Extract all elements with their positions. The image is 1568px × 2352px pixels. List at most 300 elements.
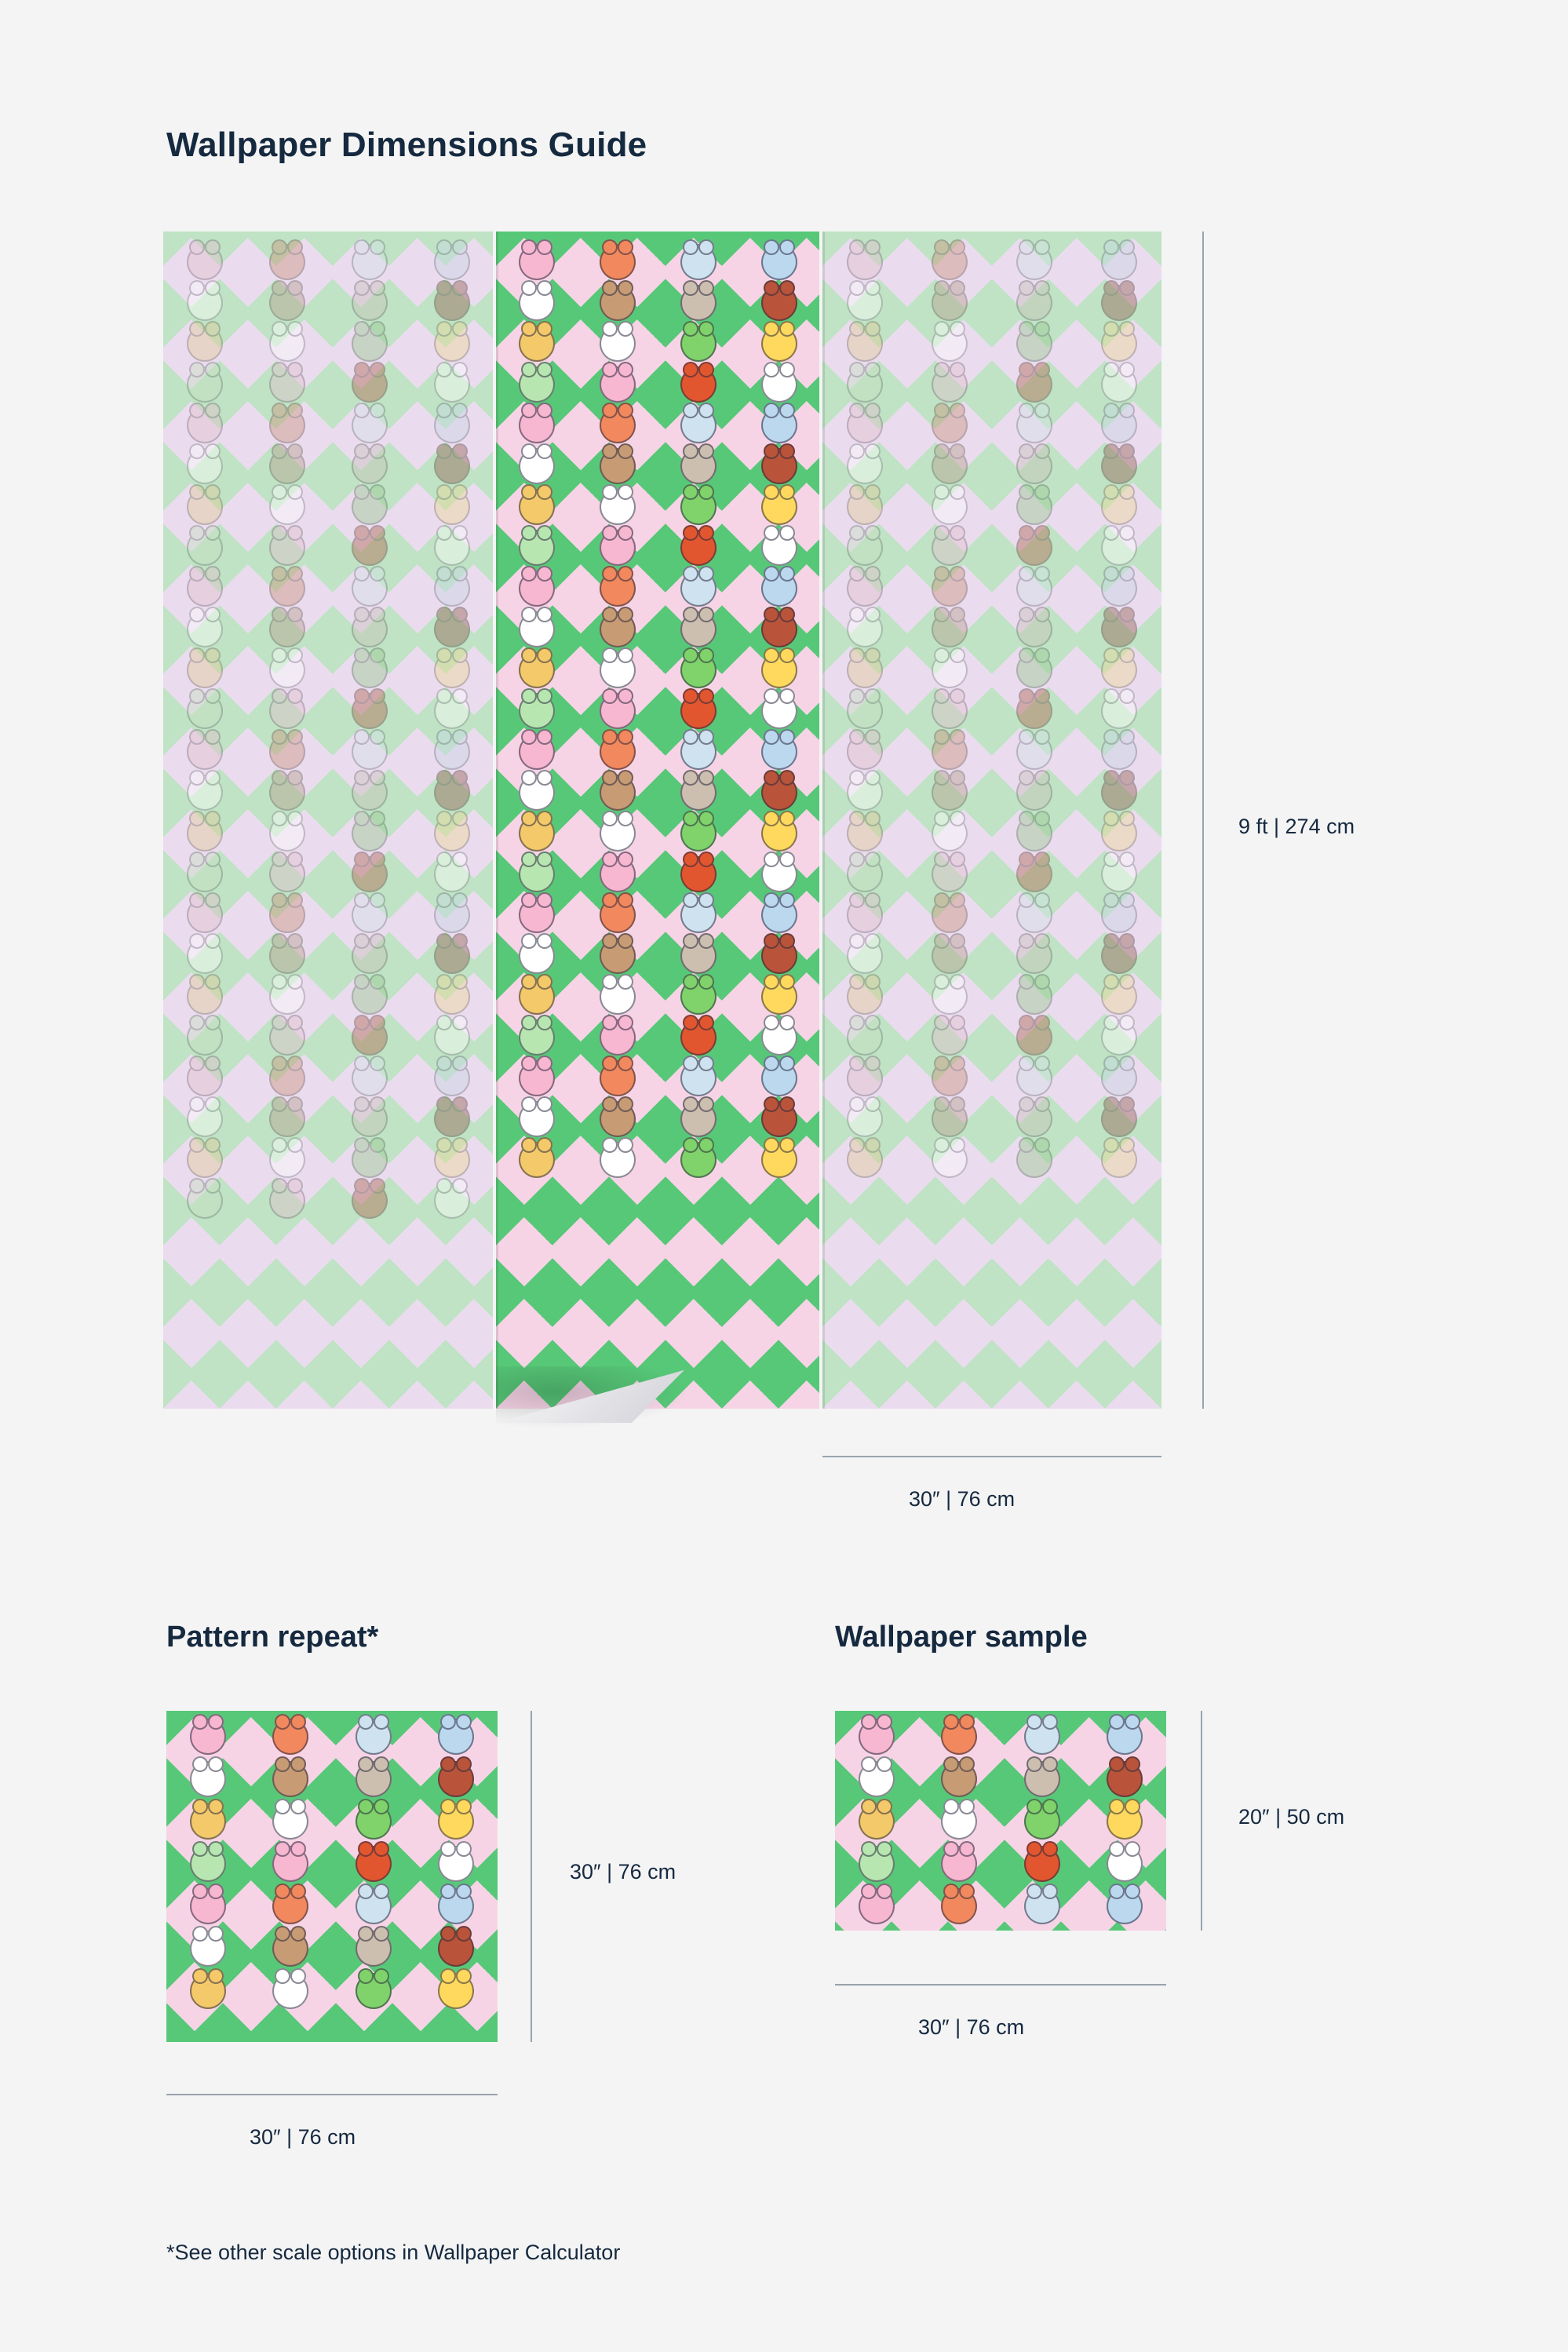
horse-face-icon bbox=[1101, 1101, 1137, 1137]
mint-frog-face-icon bbox=[847, 693, 883, 729]
cat-face-icon bbox=[1101, 897, 1137, 933]
panel-seam bbox=[496, 232, 498, 1409]
llama-face-icon bbox=[269, 693, 305, 729]
frog-face-icon bbox=[352, 652, 388, 688]
red-panda-face-icon bbox=[680, 1019, 717, 1056]
red-panda-face-icon bbox=[1024, 1846, 1060, 1882]
pig-face-icon bbox=[187, 734, 223, 770]
goat-face-icon bbox=[352, 611, 388, 647]
zebra-face-icon bbox=[600, 652, 636, 688]
pig-face-icon bbox=[859, 1719, 895, 1755]
panda-face-icon bbox=[847, 285, 883, 321]
lion-face-icon bbox=[187, 326, 223, 362]
pig-face-icon bbox=[190, 1888, 226, 1924]
monkey-face-icon bbox=[932, 775, 968, 811]
wallpaper-panel-left bbox=[163, 232, 493, 1409]
pig-face-icon bbox=[519, 407, 555, 443]
chick-face-icon bbox=[1101, 815, 1137, 851]
monkey-face-icon bbox=[272, 1931, 308, 1967]
animal-face-grid-repeat bbox=[166, 1711, 498, 2042]
panda-face-icon bbox=[847, 775, 883, 811]
panda-face-icon bbox=[519, 1101, 555, 1137]
red-panda-face-icon bbox=[352, 856, 388, 892]
mint-frog-face-icon bbox=[859, 1846, 895, 1882]
tiger-face-icon bbox=[269, 897, 305, 933]
unicorn-face-icon bbox=[434, 530, 470, 566]
unicorn-face-icon bbox=[434, 693, 470, 729]
zebra-face-icon bbox=[600, 326, 636, 362]
chick-face-icon bbox=[761, 1142, 797, 1178]
unicorn-face-icon bbox=[761, 1019, 797, 1056]
tiger-face-icon bbox=[600, 244, 636, 280]
frog-face-icon bbox=[680, 652, 717, 688]
zebra-face-icon bbox=[269, 979, 305, 1015]
llama-face-icon bbox=[269, 856, 305, 892]
horse-face-icon bbox=[434, 1101, 470, 1137]
penguin-face-icon bbox=[1024, 1719, 1060, 1755]
chick-face-icon bbox=[761, 326, 797, 362]
frog-face-icon bbox=[352, 489, 388, 525]
tiger-face-icon bbox=[600, 734, 636, 770]
unicorn-face-icon bbox=[1107, 1846, 1143, 1882]
wallpaper-sample-title: Wallpaper sample bbox=[835, 1621, 1088, 1654]
pig-face-icon bbox=[187, 407, 223, 443]
lion-face-icon bbox=[190, 1973, 226, 2009]
frog-face-icon bbox=[1016, 326, 1052, 362]
chick-face-icon bbox=[761, 489, 797, 525]
monkey-face-icon bbox=[932, 938, 968, 974]
panda-face-icon bbox=[519, 611, 555, 647]
zebra-face-icon bbox=[932, 489, 968, 525]
pig-face-icon bbox=[519, 1060, 555, 1096]
zebra-face-icon bbox=[272, 1803, 308, 1840]
llama-face-icon bbox=[941, 1846, 977, 1882]
llama-face-icon bbox=[269, 1183, 305, 1219]
panda-face-icon bbox=[187, 448, 223, 484]
monkey-face-icon bbox=[600, 448, 636, 484]
chick-face-icon bbox=[434, 979, 470, 1015]
penguin-face-icon bbox=[680, 407, 717, 443]
frog-face-icon bbox=[352, 815, 388, 851]
horse-face-icon bbox=[761, 775, 797, 811]
pattern-repeat-width-label: 30″ | 76 cm bbox=[250, 2125, 356, 2149]
cat-face-icon bbox=[761, 1060, 797, 1096]
pig-face-icon bbox=[847, 244, 883, 280]
lion-face-icon bbox=[519, 326, 555, 362]
penguin-face-icon bbox=[680, 244, 717, 280]
goat-face-icon bbox=[1016, 611, 1052, 647]
goat-face-icon bbox=[1016, 775, 1052, 811]
cat-face-icon bbox=[1107, 1719, 1143, 1755]
pig-face-icon bbox=[847, 571, 883, 607]
tiger-face-icon bbox=[932, 1060, 968, 1096]
pattern-repeat-width-rule bbox=[166, 2094, 498, 2095]
tiger-face-icon bbox=[932, 897, 968, 933]
mint-frog-face-icon bbox=[519, 530, 555, 566]
monkey-face-icon bbox=[269, 611, 305, 647]
goat-face-icon bbox=[680, 448, 717, 484]
cat-face-icon bbox=[1101, 571, 1137, 607]
pattern-repeat-title: Pattern repeat* bbox=[166, 1621, 379, 1654]
monkey-face-icon bbox=[600, 1101, 636, 1137]
unicorn-face-icon bbox=[1101, 366, 1137, 403]
tiger-face-icon bbox=[932, 407, 968, 443]
lion-face-icon bbox=[847, 979, 883, 1015]
panda-face-icon bbox=[847, 448, 883, 484]
panda-face-icon bbox=[187, 775, 223, 811]
tiger-face-icon bbox=[269, 1060, 305, 1096]
panda-face-icon bbox=[847, 1101, 883, 1137]
zebra-face-icon bbox=[932, 815, 968, 851]
chick-face-icon bbox=[438, 1973, 474, 2009]
monkey-face-icon bbox=[272, 1761, 308, 1797]
penguin-face-icon bbox=[352, 407, 388, 443]
penguin-face-icon bbox=[352, 1060, 388, 1096]
cat-face-icon bbox=[761, 244, 797, 280]
llama-face-icon bbox=[269, 530, 305, 566]
frog-face-icon bbox=[1016, 1142, 1052, 1178]
horse-face-icon bbox=[434, 611, 470, 647]
penguin-face-icon bbox=[680, 571, 717, 607]
cat-face-icon bbox=[434, 897, 470, 933]
panda-face-icon bbox=[847, 938, 883, 974]
horse-face-icon bbox=[1101, 285, 1137, 321]
red-panda-face-icon bbox=[352, 693, 388, 729]
tiger-face-icon bbox=[932, 571, 968, 607]
cat-face-icon bbox=[434, 407, 470, 443]
pig-face-icon bbox=[519, 571, 555, 607]
cat-face-icon bbox=[761, 734, 797, 770]
zebra-face-icon bbox=[932, 326, 968, 362]
zebra-face-icon bbox=[600, 979, 636, 1015]
lion-face-icon bbox=[187, 489, 223, 525]
zebra-face-icon bbox=[600, 815, 636, 851]
chick-face-icon bbox=[1101, 489, 1137, 525]
goat-face-icon bbox=[1024, 1761, 1060, 1797]
mint-frog-face-icon bbox=[187, 1183, 223, 1219]
frog-face-icon bbox=[680, 979, 717, 1015]
panda-face-icon bbox=[187, 611, 223, 647]
monkey-face-icon bbox=[932, 611, 968, 647]
llama-face-icon bbox=[932, 366, 968, 403]
horse-face-icon bbox=[434, 775, 470, 811]
tiger-face-icon bbox=[941, 1719, 977, 1755]
pig-face-icon bbox=[187, 244, 223, 280]
tiger-face-icon bbox=[600, 407, 636, 443]
unicorn-face-icon bbox=[434, 1183, 470, 1219]
horse-face-icon bbox=[434, 938, 470, 974]
goat-face-icon bbox=[356, 1761, 392, 1797]
pig-face-icon bbox=[187, 571, 223, 607]
penguin-face-icon bbox=[1016, 244, 1052, 280]
cat-face-icon bbox=[1101, 734, 1137, 770]
wallpaper-panel-right bbox=[822, 232, 1161, 1409]
chick-face-icon bbox=[1101, 326, 1137, 362]
zebra-face-icon bbox=[941, 1803, 977, 1840]
mint-frog-face-icon bbox=[519, 693, 555, 729]
goat-face-icon bbox=[1016, 1101, 1052, 1137]
hero-height-label: 9 ft | 274 cm bbox=[1238, 815, 1355, 838]
mint-frog-face-icon bbox=[847, 530, 883, 566]
llama-face-icon bbox=[600, 366, 636, 403]
chick-face-icon bbox=[434, 489, 470, 525]
penguin-face-icon bbox=[1016, 407, 1052, 443]
tiger-face-icon bbox=[932, 734, 968, 770]
cat-face-icon bbox=[761, 407, 797, 443]
cat-face-icon bbox=[438, 1888, 474, 1924]
chick-face-icon bbox=[1101, 979, 1137, 1015]
mint-frog-face-icon bbox=[190, 1846, 226, 1882]
pig-face-icon bbox=[847, 734, 883, 770]
frog-face-icon bbox=[356, 1803, 392, 1840]
panda-face-icon bbox=[519, 775, 555, 811]
animal-face-grid-sample bbox=[835, 1711, 1166, 1931]
lion-face-icon bbox=[190, 1803, 226, 1840]
frog-face-icon bbox=[1024, 1803, 1060, 1840]
frog-face-icon bbox=[1016, 979, 1052, 1015]
cat-face-icon bbox=[1101, 407, 1137, 443]
horse-face-icon bbox=[1101, 938, 1137, 974]
panda-face-icon bbox=[847, 611, 883, 647]
animal-face-grid-center bbox=[496, 232, 819, 1409]
lion-face-icon bbox=[519, 652, 555, 688]
hero-width-rule bbox=[822, 1456, 1161, 1457]
chick-face-icon bbox=[434, 326, 470, 362]
zebra-face-icon bbox=[272, 1973, 308, 2009]
animal-face-grid-right bbox=[822, 232, 1161, 1409]
red-panda-face-icon bbox=[352, 1183, 388, 1219]
monkey-face-icon bbox=[269, 938, 305, 974]
monkey-face-icon bbox=[600, 285, 636, 321]
cat-face-icon bbox=[1101, 1060, 1137, 1096]
zebra-face-icon bbox=[269, 652, 305, 688]
wallpaper-panel-center bbox=[496, 232, 819, 1409]
frog-face-icon bbox=[1016, 652, 1052, 688]
horse-face-icon bbox=[438, 1761, 474, 1797]
lion-face-icon bbox=[187, 1142, 223, 1178]
panda-face-icon bbox=[519, 285, 555, 321]
wallpaper-sample-width-rule bbox=[835, 1984, 1166, 1986]
unicorn-face-icon bbox=[1101, 1019, 1137, 1056]
horse-face-icon bbox=[1101, 775, 1137, 811]
horse-face-icon bbox=[761, 448, 797, 484]
cat-face-icon bbox=[434, 734, 470, 770]
horse-face-icon bbox=[761, 611, 797, 647]
chick-face-icon bbox=[1101, 1142, 1137, 1178]
goat-face-icon bbox=[352, 775, 388, 811]
llama-face-icon bbox=[269, 366, 305, 403]
zebra-face-icon bbox=[932, 979, 968, 1015]
tiger-face-icon bbox=[269, 734, 305, 770]
red-panda-face-icon bbox=[680, 856, 717, 892]
goat-face-icon bbox=[680, 285, 717, 321]
chick-face-icon bbox=[434, 815, 470, 851]
monkey-face-icon bbox=[269, 285, 305, 321]
goat-face-icon bbox=[352, 938, 388, 974]
horse-face-icon bbox=[761, 1101, 797, 1137]
monkey-face-icon bbox=[269, 775, 305, 811]
pattern-repeat-swatch bbox=[166, 1711, 498, 2042]
unicorn-face-icon bbox=[434, 366, 470, 403]
tiger-face-icon bbox=[272, 1888, 308, 1924]
goat-face-icon bbox=[680, 938, 717, 974]
lion-face-icon bbox=[519, 489, 555, 525]
monkey-face-icon bbox=[600, 611, 636, 647]
horse-face-icon bbox=[1107, 1761, 1143, 1797]
chick-face-icon bbox=[434, 652, 470, 688]
goat-face-icon bbox=[1016, 285, 1052, 321]
frog-face-icon bbox=[680, 489, 717, 525]
llama-face-icon bbox=[600, 530, 636, 566]
zebra-face-icon bbox=[269, 1142, 305, 1178]
cat-face-icon bbox=[761, 897, 797, 933]
llama-face-icon bbox=[272, 1846, 308, 1882]
goat-face-icon bbox=[680, 1101, 717, 1137]
chick-face-icon bbox=[761, 652, 797, 688]
frog-face-icon bbox=[680, 326, 717, 362]
penguin-face-icon bbox=[1016, 897, 1052, 933]
red-panda-face-icon bbox=[1016, 856, 1052, 892]
red-panda-face-icon bbox=[1016, 366, 1052, 403]
monkey-face-icon bbox=[600, 938, 636, 974]
horse-face-icon bbox=[434, 285, 470, 321]
horse-face-icon bbox=[438, 1931, 474, 1967]
mint-frog-face-icon bbox=[847, 1019, 883, 1056]
lion-face-icon bbox=[847, 326, 883, 362]
frog-face-icon bbox=[1016, 815, 1052, 851]
frog-face-icon bbox=[352, 979, 388, 1015]
llama-face-icon bbox=[932, 693, 968, 729]
panda-face-icon bbox=[190, 1761, 226, 1797]
tiger-face-icon bbox=[941, 1888, 977, 1924]
unicorn-face-icon bbox=[761, 856, 797, 892]
panda-face-icon bbox=[187, 1101, 223, 1137]
footnote: *See other scale options in Wallpaper Calculator bbox=[166, 2241, 621, 2264]
tiger-face-icon bbox=[932, 244, 968, 280]
cat-face-icon bbox=[1101, 244, 1137, 280]
tiger-face-icon bbox=[269, 571, 305, 607]
monkey-face-icon bbox=[600, 775, 636, 811]
mint-frog-face-icon bbox=[519, 1019, 555, 1056]
frog-face-icon bbox=[352, 1142, 388, 1178]
chick-face-icon bbox=[438, 1803, 474, 1840]
unicorn-face-icon bbox=[761, 693, 797, 729]
red-panda-face-icon bbox=[680, 693, 717, 729]
red-panda-face-icon bbox=[352, 1019, 388, 1056]
pig-face-icon bbox=[847, 407, 883, 443]
mint-frog-face-icon bbox=[847, 856, 883, 892]
tiger-face-icon bbox=[600, 1060, 636, 1096]
unicorn-face-icon bbox=[761, 366, 797, 403]
red-panda-face-icon bbox=[352, 530, 388, 566]
pig-face-icon bbox=[187, 1060, 223, 1096]
frog-face-icon bbox=[680, 815, 717, 851]
frog-face-icon bbox=[352, 326, 388, 362]
chick-face-icon bbox=[1101, 652, 1137, 688]
red-panda-face-icon bbox=[1016, 1019, 1052, 1056]
penguin-face-icon bbox=[352, 734, 388, 770]
mint-frog-face-icon bbox=[519, 856, 555, 892]
penguin-face-icon bbox=[680, 734, 717, 770]
lion-face-icon bbox=[519, 979, 555, 1015]
penguin-face-icon bbox=[1016, 734, 1052, 770]
penguin-face-icon bbox=[1016, 1060, 1052, 1096]
mint-frog-face-icon bbox=[519, 366, 555, 403]
frog-face-icon bbox=[356, 1973, 392, 2009]
mint-frog-face-icon bbox=[847, 366, 883, 403]
page-title: Wallpaper Dimensions Guide bbox=[166, 126, 647, 164]
penguin-face-icon bbox=[1016, 571, 1052, 607]
horse-face-icon bbox=[1101, 611, 1137, 647]
llama-face-icon bbox=[600, 1019, 636, 1056]
tiger-face-icon bbox=[600, 897, 636, 933]
penguin-face-icon bbox=[352, 244, 388, 280]
llama-face-icon bbox=[269, 1019, 305, 1056]
horse-face-icon bbox=[1101, 448, 1137, 484]
zebra-face-icon bbox=[932, 652, 968, 688]
zebra-face-icon bbox=[600, 1142, 636, 1178]
unicorn-face-icon bbox=[1101, 856, 1137, 892]
pig-face-icon bbox=[859, 1888, 895, 1924]
tiger-face-icon bbox=[269, 407, 305, 443]
mint-frog-face-icon bbox=[187, 530, 223, 566]
mint-frog-face-icon bbox=[187, 856, 223, 892]
wallpaper-sample-height-rule bbox=[1201, 1711, 1202, 1931]
red-panda-face-icon bbox=[352, 366, 388, 403]
lion-face-icon bbox=[847, 489, 883, 525]
frog-face-icon bbox=[1016, 489, 1052, 525]
zebra-face-icon bbox=[269, 326, 305, 362]
goat-face-icon bbox=[352, 285, 388, 321]
cat-face-icon bbox=[434, 244, 470, 280]
animal-face-grid-left bbox=[163, 232, 493, 1409]
lion-face-icon bbox=[847, 652, 883, 688]
panda-face-icon bbox=[519, 938, 555, 974]
pig-face-icon bbox=[519, 244, 555, 280]
goat-face-icon bbox=[1016, 448, 1052, 484]
penguin-face-icon bbox=[680, 897, 717, 933]
lion-face-icon bbox=[859, 1803, 895, 1840]
goat-face-icon bbox=[356, 1931, 392, 1967]
horse-face-icon bbox=[761, 938, 797, 974]
monkey-face-icon bbox=[932, 1101, 968, 1137]
llama-face-icon bbox=[932, 530, 968, 566]
goat-face-icon bbox=[680, 611, 717, 647]
goat-face-icon bbox=[352, 1101, 388, 1137]
pig-face-icon bbox=[187, 897, 223, 933]
hero-height-rule bbox=[1202, 232, 1204, 1409]
tiger-face-icon bbox=[272, 1719, 308, 1755]
lion-face-icon bbox=[847, 1142, 883, 1178]
zebra-face-icon bbox=[269, 815, 305, 851]
red-panda-face-icon bbox=[1016, 693, 1052, 729]
pig-face-icon bbox=[190, 1719, 226, 1755]
wallpaper-sample-height-label: 20″ | 50 cm bbox=[1238, 1805, 1345, 1829]
frog-face-icon bbox=[680, 1142, 717, 1178]
pattern-repeat-height-label: 30″ | 76 cm bbox=[570, 1860, 676, 1883]
zebra-face-icon bbox=[600, 489, 636, 525]
tiger-face-icon bbox=[600, 571, 636, 607]
unicorn-face-icon bbox=[1101, 530, 1137, 566]
panda-face-icon bbox=[190, 1931, 226, 1967]
unicorn-face-icon bbox=[1101, 693, 1137, 729]
panda-face-icon bbox=[187, 938, 223, 974]
chick-face-icon bbox=[761, 979, 797, 1015]
goat-face-icon bbox=[680, 775, 717, 811]
red-panda-face-icon bbox=[680, 530, 717, 566]
penguin-face-icon bbox=[680, 1060, 717, 1096]
chick-face-icon bbox=[434, 1142, 470, 1178]
